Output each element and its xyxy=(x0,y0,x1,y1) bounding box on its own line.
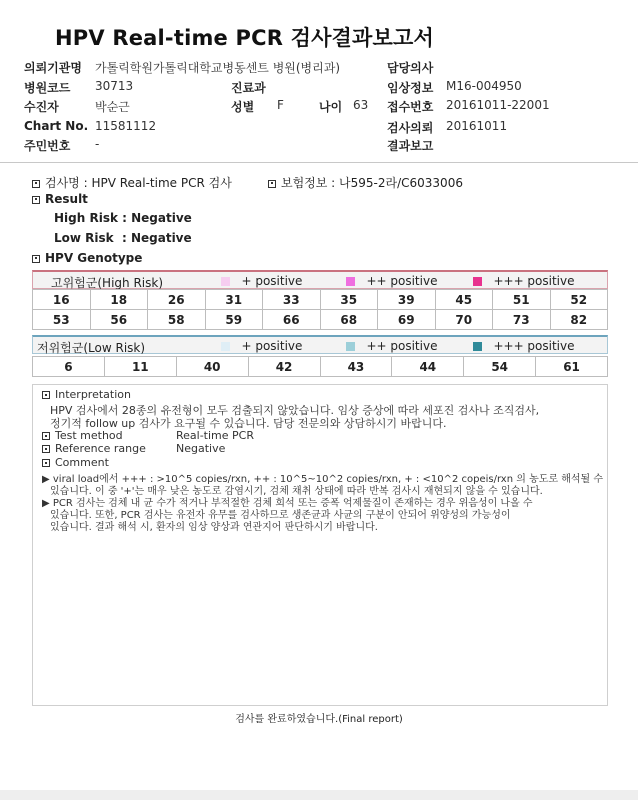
genotype-cell: 51 xyxy=(493,290,551,310)
legend-plus: + positive xyxy=(221,339,302,353)
receipt-no-label: 접수번호 xyxy=(387,100,434,114)
genotype-cell: 16 xyxy=(33,290,91,310)
age-value: 63 xyxy=(353,98,369,112)
low-risk-label: 저위험군(Low Risk) xyxy=(37,341,146,355)
table-row xyxy=(33,310,608,330)
hospital-code-value: 30713 xyxy=(95,79,134,93)
clinical-info-value: M16-004950 xyxy=(446,79,522,93)
low-risk-table xyxy=(32,356,608,377)
comment-1b: 있습니다. 이 중 '+'는 매우 낮은 농도로 감염시기, 검체 채취 상태에 따라 반복 검사시 재현되지 않을 수 있습니다. xyxy=(50,486,543,497)
pink-swatch-icon xyxy=(346,277,355,286)
request-date-label: 검사의뢰 xyxy=(387,121,434,135)
genotype-cell: 44 xyxy=(392,357,464,377)
patient-value: 박순근 xyxy=(95,100,130,114)
high-risk-table xyxy=(32,289,608,330)
sex-value: F xyxy=(277,98,284,112)
low-risk-header xyxy=(32,335,608,354)
request-date-value: 20161011 xyxy=(446,119,508,133)
chart-no-value: 11581112 xyxy=(95,119,157,133)
genotype-cell: 56 xyxy=(90,310,148,330)
genotype-cell: 35 xyxy=(320,290,378,310)
legend-plus-plus: ++ positive xyxy=(346,274,437,288)
table-row xyxy=(33,357,608,377)
insurance-info: 보험정보 : 나595-2라/C6033006 xyxy=(268,174,463,191)
hospital-code-label: 병원코드 xyxy=(24,81,71,95)
comment-2b: 있습니다. 또한, PCR 검사는 유전자 유무를 검사하므로 생존균과 사균의 구분이 안되어 위양성의 가능성이 xyxy=(50,510,511,521)
requesting-org-value: 가톨릭학원가톨릭대학교병동센트 병원(병리과) xyxy=(95,61,341,75)
checkbox-square-icon xyxy=(42,432,50,440)
clinical-info-label: 임상정보 xyxy=(387,81,434,95)
genotype-cell: 53 xyxy=(33,310,91,330)
checkbox-square-icon xyxy=(42,459,50,467)
patient-label: 수진자 xyxy=(24,100,59,114)
genotype-cell: 54 xyxy=(464,357,536,377)
checkbox-square-icon xyxy=(42,445,50,453)
resident-no-label: 주민번호 xyxy=(24,139,71,153)
genotype-cell: 11 xyxy=(104,357,176,377)
checkbox-square-icon xyxy=(42,391,50,399)
reference-range-value: Negative xyxy=(176,442,226,455)
genotype-cell: 59 xyxy=(205,310,263,330)
checkbox-square-icon xyxy=(32,180,40,188)
checkbox-square-icon xyxy=(268,180,276,188)
interpretation-line-1: HPV 검사에서 28종의 유전형이 모두 검출되지 않았습니다. 임상 증상에 따라 세포진 검사나 조직검사, xyxy=(50,404,540,417)
department-label: 진료과 xyxy=(231,81,266,95)
legend-plus-plus-plus: +++ positive xyxy=(473,339,575,353)
sex-label: 성별 xyxy=(231,100,255,114)
chart-no-label: Chart No. xyxy=(24,119,89,133)
legend-plus-plus-plus: +++ positive xyxy=(473,274,575,288)
genotype-heading: HPV Genotype xyxy=(32,251,142,265)
genotype-cell: 40 xyxy=(176,357,248,377)
genotype-cell: 18 xyxy=(90,290,148,310)
teal-swatch-icon xyxy=(473,342,482,351)
genotype-cell: 45 xyxy=(435,290,493,310)
interpretation-box xyxy=(32,384,608,706)
report-date-label: 결과보고 xyxy=(387,139,434,153)
test-name: 검사명 : HPV Real-time PCR 검사 xyxy=(32,174,232,191)
genotype-cell: 31 xyxy=(205,290,263,310)
bottom-bar xyxy=(0,790,638,800)
comment-label: Comment xyxy=(42,456,109,469)
comment-2c: 있습니다. 결과 해석 시, 환자의 임상 양상과 연관지어 판단하시기 바랍니다. xyxy=(50,522,378,533)
blue-swatch-icon xyxy=(346,342,355,351)
final-report-note: 검사를 완료하였습니다.(Final report) xyxy=(235,714,403,725)
genotype-cell: 70 xyxy=(435,310,493,330)
light-blue-swatch-icon xyxy=(221,342,230,351)
requesting-org-label: 의뢰기관명 xyxy=(24,61,82,75)
genotype-cell: 42 xyxy=(248,357,320,377)
legend-plus: + positive xyxy=(221,274,302,288)
genotype-cell: 58 xyxy=(148,310,206,330)
genotype-cell: 43 xyxy=(320,357,392,377)
genotype-cell: 73 xyxy=(493,310,551,330)
genotype-cell: 39 xyxy=(378,290,436,310)
genotype-cell: 68 xyxy=(320,310,378,330)
genotype-cell: 61 xyxy=(536,357,608,377)
checkbox-square-icon xyxy=(32,255,40,263)
receipt-no-value: 20161011-22001 xyxy=(446,98,550,112)
test-method-label: Test method xyxy=(42,429,123,442)
high-risk-header xyxy=(32,270,608,289)
table-row xyxy=(33,290,608,310)
test-method-value: Real-time PCR xyxy=(176,429,254,442)
high-risk-result: High Risk : Negative xyxy=(54,211,192,225)
checkbox-square-icon xyxy=(32,196,40,204)
doctor-label: 담당의사 xyxy=(387,61,434,75)
genotype-cell: 6 xyxy=(33,357,105,377)
genotype-cell: 26 xyxy=(148,290,206,310)
genotype-cell: 66 xyxy=(263,310,321,330)
report-title: HPV Real-time PCR 검사결과보고서 xyxy=(55,26,434,50)
light-pink-swatch-icon xyxy=(221,277,230,286)
comment-1a: ▶ viral load에서 +++ : >10^5 copies/rxn, ++ : 10^5~10^2 copies/rxn, + : <10^2 copeis/rxn 의 농도로 해석될 수 xyxy=(42,474,604,485)
high-risk-label: 고위험군(High Risk) xyxy=(51,276,163,290)
result-heading: Result xyxy=(32,192,88,206)
age-label: 나이 xyxy=(319,100,343,114)
legend-plus-plus: ++ positive xyxy=(346,339,437,353)
genotype-cell: 52 xyxy=(550,290,608,310)
reference-range-label: Reference range xyxy=(42,442,146,455)
resident-no-value: - xyxy=(95,137,100,151)
magenta-swatch-icon xyxy=(473,277,482,286)
genotype-cell: 69 xyxy=(378,310,436,330)
interpretation-line-2: 정기적 follow up 검사가 요구될 수 있습니다. 담당 전문의와 상담하시기 바랍니다. xyxy=(50,417,447,430)
header-divider xyxy=(0,162,638,163)
interpretation-heading: Interpretation xyxy=(42,388,131,401)
comment-2a: ▶ PCR 검사는 검체 내 균 수가 적거나 부적절한 검체 희석 또는 증폭 억제물질이 존재하는 경우 위음성이 나올 수 xyxy=(42,498,533,509)
genotype-cell: 82 xyxy=(550,310,608,330)
genotype-cell: 33 xyxy=(263,290,321,310)
low-risk-result: Low Risk : Negative xyxy=(54,231,192,245)
